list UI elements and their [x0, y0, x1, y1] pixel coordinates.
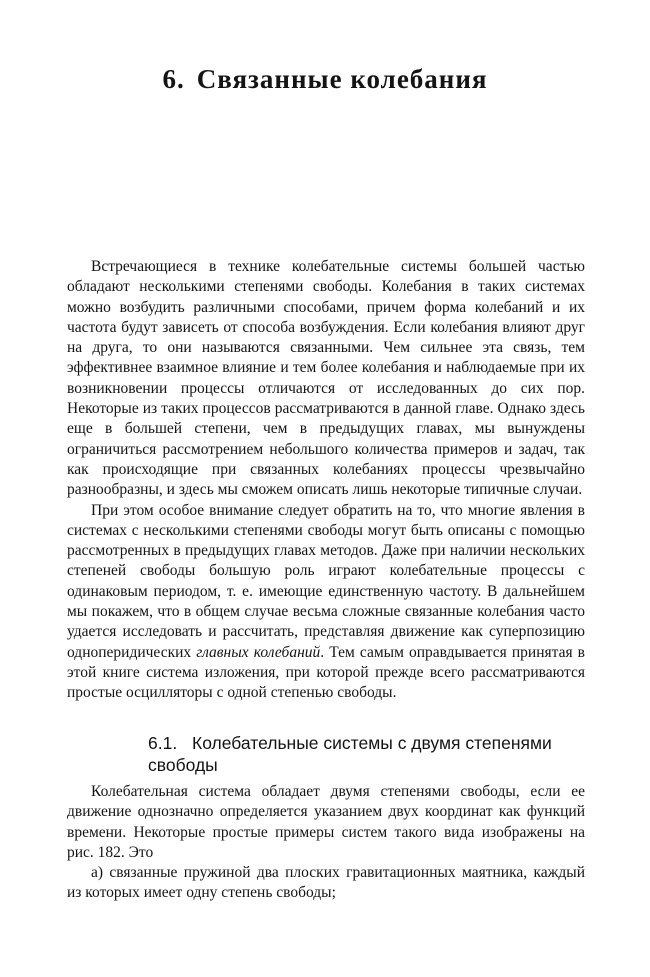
intro-paragraph-2-end: . Тем самым оправдывается принятая в этой книге система изложения, при которой прежде всего рассматриваются простые осцилляторы с одной степенью свободы. [67, 643, 586, 702]
section-title: Колебательные системы с двумя степенями свободы [148, 733, 552, 775]
intro-paragraph-2-text: При этом особое внимание следует обратить на то, что многие явления в системах с несколькими степенями свободы могут быть описаны с помощью рассмотренных в предыдущих главах методов. Даже при наличии нескольких степеней свободы большую роль играют колебательные процессы с одинаковым периодом, т. е. имеющие единственную частоту. В дальнейшем мы покажем, что в общем случае весьма сложные связанные колебания часто удается исследовать и рассчитать, представляя движение как суперпозицию одноперидических [67, 501, 585, 661]
chapter-title-text: Связанные колебания [196, 64, 488, 95]
section-body [67, 782, 585, 904]
emphasis-main-oscillations: главных колебаний [196, 643, 321, 661]
section-number: 6.1. [148, 733, 178, 753]
chapter-intro [67, 257, 585, 704]
chapter-number: 6. [162, 64, 185, 95]
chapter-title [0, 64, 650, 95]
section-list-item-a: а) связанные пружиной два плоских гравитационных маятника, каждый из которых имеет одну степень свободы; [67, 864, 585, 902]
intro-paragraph-1: Встречающиеся в технике колебательные системы большей частью обладают несколькими степенями свободы. Колебания в таких системах можно возбудить различными способами, причем форма колебаний и их частота будут зависеть от способа возбуждения. Если колебания влияют друг на друга, то они называются связанными. Чем сильнее эта связь, тем эффективнее взаимное влияние и тем более колебания и наблюдаемые при их возникновении процессы отличаются от исследованных до сих пор. Некоторые из таких процессов рассматриваются в данной главе. Однако здесь еще в большей степени, чем в предыдущих главах, мы вынуждены ограничиться рассмотрением небольшого количества примеров и задач, так как происходящие при связанных колебаниях процессы чрезвычайно разнообразны, и здесь мы сможем описать лишь некоторые типичные случаи. [67, 258, 585, 499]
section-heading [148, 732, 593, 776]
intro-paragraph-2 [67, 501, 585, 704]
section-paragraph-1: Колебательная система обладает двумя степенями свободы, если ее движение однозначно определяется указанием двух координат как функций времени. Некоторые простые примеры систем такого вида изображены на рис. 182. Это [67, 783, 585, 861]
